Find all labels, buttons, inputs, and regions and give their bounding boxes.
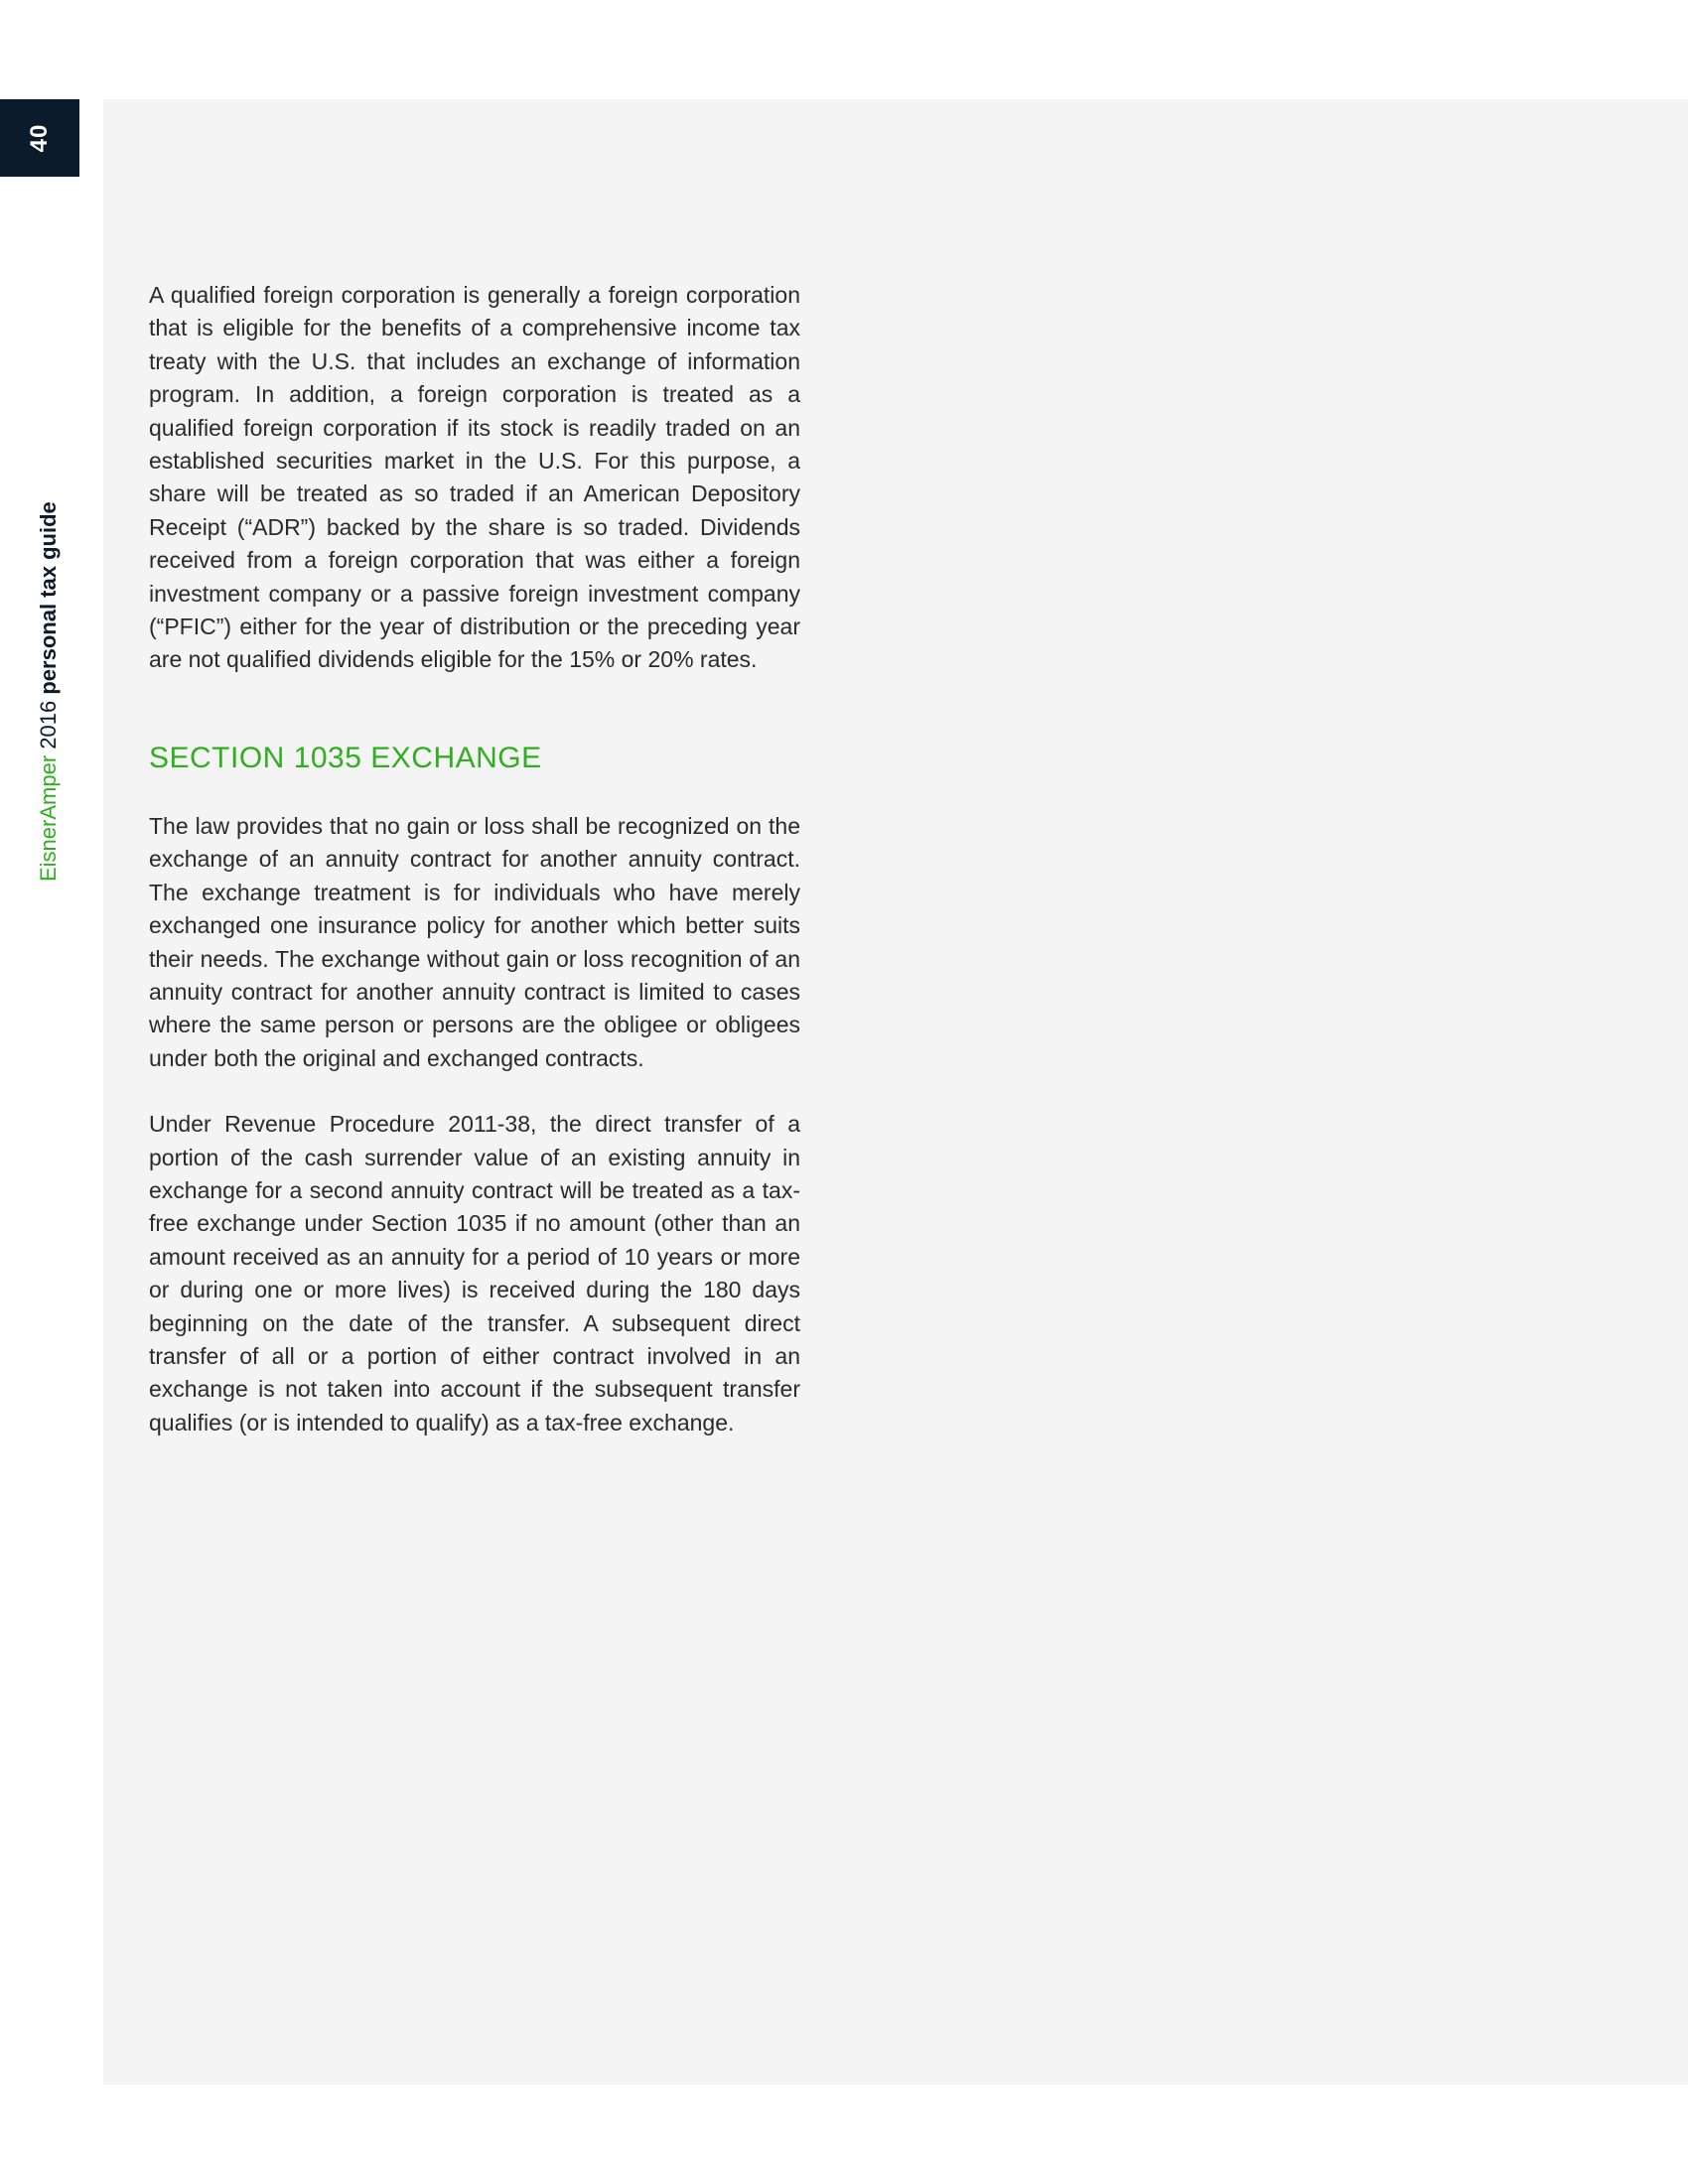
page-number: 40 [26, 123, 53, 153]
main-content [149, 279, 800, 1439]
guide-year: 2016 [36, 700, 61, 750]
page-number-box [0, 99, 79, 177]
section-paragraph-2: Under Revenue Procedure 2011-38, the direct transfer of a portion of the cash surrender value of an existing annuity in exchange for a second annuity contract will be treated as a tax-free exchange under Section 1035 if no amount (other than an amount received as an annuity for a period of 10 years or more or during one or more lives) is received during the 180 days beginning on the date of the transfer. A subsequent direct transfer of all or a portion of either contract involved in an exchange is not taken into account if the subsequent transfer qualifies (or is intended to qualify) as a tax-free exchange. [149, 1111, 800, 1435]
brand-name: EisnerAmper [36, 754, 61, 882]
intro-paragraph: A qualified foreign corporation is generally a foreign corporation that is eligible for the benefits of a comprehensive income tax treaty with the U.S. that includes an exchange of information program. In addition, a foreign corporation is treated as a qualified foreign corporation if its stock is readily traded on an established securities market in the U.S. For this purpose, a share will be treated as so traded if an American Depository Receipt (“ADR”) backed by the share is so traded. Dividends received from a foreign corporation that was either a foreign investment company or a passive foreign investment company (“PFIC”) either for the year of distribution or the preceding year are not qualified dividends eligible for the 15% or 20% rates. [149, 282, 800, 673]
section-heading: SECTION 1035 EXCHANGE [149, 741, 542, 774]
section-paragraph-1: The law provides that no gain or loss shall be recognized on the exchange of an annuity contract for another annuity contract. The exchange treatment is for individuals who have merely exchanged one insurance policy for another which better suits their needs. The exchange without gain or loss recognition of an annuity contract for another annuity contract is limited to cases where the same person or persons are the obligee or obligees under both the original and exchanged contracts. [149, 812, 800, 1071]
guide-title: personal tax guide [36, 501, 61, 695]
sidebar-tagline [36, 501, 62, 882]
